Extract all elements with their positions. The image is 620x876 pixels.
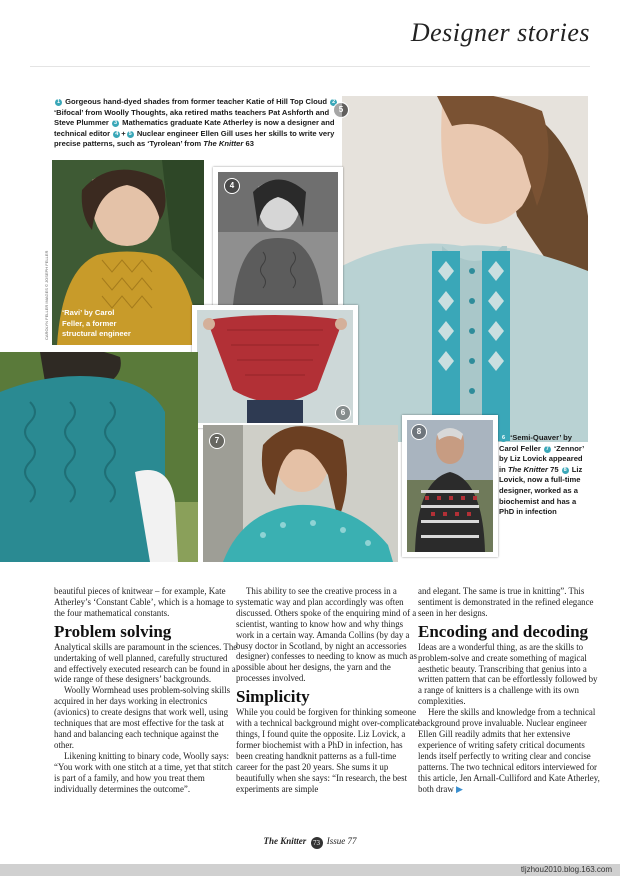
- col3-paragraph-1: and elegant. The same is true in knitting”. This sentiment is demonstrated in the refined elegance seen in her designs.: [418, 586, 594, 618]
- header-rule: [30, 66, 590, 67]
- caption-side: [499, 433, 585, 518]
- caption-top: [54, 97, 344, 150]
- caption-number-8: 8: [563, 466, 567, 473]
- photo-number-8: 8: [411, 424, 427, 440]
- caption-number-3: 3: [113, 120, 118, 127]
- caption-text-7: ‘Zennor’ by Liz Lovick appeared in: [499, 443, 584, 474]
- caption-text-2: ‘Bifocal’ from Woolly Thoughts, aka retired maths teachers Pat Ashforth and Steve Plummer: [54, 107, 330, 128]
- col3-paragraph-3: [418, 707, 602, 795]
- photo-constant-cable: [213, 167, 343, 310]
- photo-fairisle-sweater: [402, 415, 498, 557]
- caption-text-3: Mathematics graduate Kate Atherley is now a designer and technical editor: [54, 118, 335, 138]
- col2-paragraph-2: While you could be forgiven for thinking someone with a technical background might over-complicate things, I found quite the opposite. Liz Lovick, a former biochemist with a PhD in infection, has been creating handknit patterns as a full-time career for the past 20 years. She sums it up beautifully when she says: “In research, the best experiments are simple: [236, 707, 419, 794]
- footer-page-number: 73: [311, 837, 323, 849]
- col1-paragraph-2: Woolly Wormhead uses problem-solving skills acquired in her days working in electronics (avionics) to create designs that work well, using techniques that are most effective for the task at hand and balancing each technique against the other.: [54, 685, 231, 750]
- red-shawl-illustration: [197, 310, 353, 423]
- col3-paragraph-3-text: Here the skills and knowledge from a technical background prove invaluable. Nuclear engineer Ellen Gill readily admits that her extensive experience of writing safety critical documents lends itself perfectly to writing clear and concise patterns. The two technical editors interviewed for this article, Jen Arnall-Culliford and Kate Atherley, both draw: [418, 707, 600, 794]
- heading-problem-solving: Problem solving: [54, 621, 172, 641]
- zennor-shawl-illustration: [203, 425, 398, 562]
- page-title: Designer stories: [410, 18, 590, 47]
- caption-text-4: Nuclear engineer Ellen Gill uses her skills to write very precise patterns, such as ‘Tyrolean’ from: [54, 128, 335, 149]
- semi-quaver-illustration: [0, 352, 198, 562]
- photo-number-4: 4: [224, 178, 240, 194]
- photo-red-shawl: [192, 305, 358, 428]
- article-column-1: [54, 586, 238, 794]
- photo-number-6: 6: [335, 405, 351, 421]
- caption-text-6: ‘Semi-Quaver’ by Carol Feller: [499, 433, 573, 453]
- col1-paragraph-1: Analytical skills are paramount in the sciences. The undertaking of well planned, carefully structured and effectively executed research can be found in a wide range of these designers’ backgrounds.: [54, 641, 238, 685]
- caption-number-7: 7: [545, 445, 549, 452]
- col2-paragraph-1: This ability to see the creative process in a systematic way and plan accordingly was often discussed. Others spoke of the enquiring mind of a scientist, wanting to know how and why things work in a certain way. Amanda Collins (by day a busy doctor in Scotland, by night an accessories designer) confesses to needing to know as much as possible about her designs, the yarn and the processes involved.: [236, 586, 417, 684]
- caption-number-2: 2: [332, 99, 336, 105]
- page-footer: [0, 836, 620, 849]
- caption-text-8: Liz Lovick, now a full-time designer, worked as a biochemist and has a PhD in infection: [499, 464, 583, 517]
- photo-credit: CAROLYN FELLER IMAGES © JOSEPH FELLER: [44, 250, 49, 340]
- caption-text-1: Gorgeous hand-dyed shades from former teacher Katie of Hill Top Cloud: [65, 97, 328, 106]
- heading-simplicity: Simplicity: [236, 687, 310, 707]
- col3-paragraph-2: Ideas are a wonderful thing, as are the skills to problem-solve and create something of magical aesthetic beauty. Transcribing that genius into a written pattern that can be effortlessly followed by a range of knitters is a challenge with its own complexities.: [418, 641, 598, 707]
- caption-number-4: 4: [115, 130, 119, 137]
- article-column-2: [236, 586, 420, 794]
- continue-arrow-icon: ▶: [455, 784, 463, 795]
- footer-issue: Issue 77: [326, 836, 357, 846]
- col1-intro: beautiful pieces of knitwear – for example, Kate Atherley’s ‘Constant Cable’, which is a homage to the four mathematical constants.: [54, 586, 234, 618]
- caption-issue-number: 63: [245, 139, 254, 149]
- article-column-3: [418, 586, 602, 795]
- caption-number-6: 6: [501, 435, 506, 441]
- caption-side-issue: 75: [550, 464, 559, 474]
- caption-magazine-name: The Knitter: [203, 139, 244, 149]
- caption-plus: +: [121, 128, 126, 138]
- photo-number-7: 7: [209, 433, 225, 449]
- heading-encoding-decoding: Encoding and decoding: [418, 621, 589, 641]
- tyrolean-cardigan-illustration: [342, 96, 588, 442]
- caption-number-5: 5: [128, 130, 132, 137]
- col1-paragraph-3: Likening knitting to binary code, Woolly says: “You work with one stitch at a time, yet that stitch is part of a family, and how you treat them individually determines the outcome”.: [54, 750, 233, 794]
- watermark-text: tljzhou2010.blog.163.com: [520, 865, 612, 874]
- caption-number-1: 1: [56, 99, 61, 105]
- photo-zennor-shawl: [203, 425, 398, 562]
- photo-tyrolean-cardigan: [342, 96, 588, 442]
- caption-side-magazine: The Knitter: [507, 464, 548, 474]
- photo-badge-5: 5: [333, 102, 349, 118]
- footer-magazine: The Knitter: [263, 836, 307, 846]
- photo-semi-quaver: [0, 352, 198, 562]
- caption-ravi: ‘Ravi’ by Carol Feller, a former structural engineer: [62, 308, 131, 339]
